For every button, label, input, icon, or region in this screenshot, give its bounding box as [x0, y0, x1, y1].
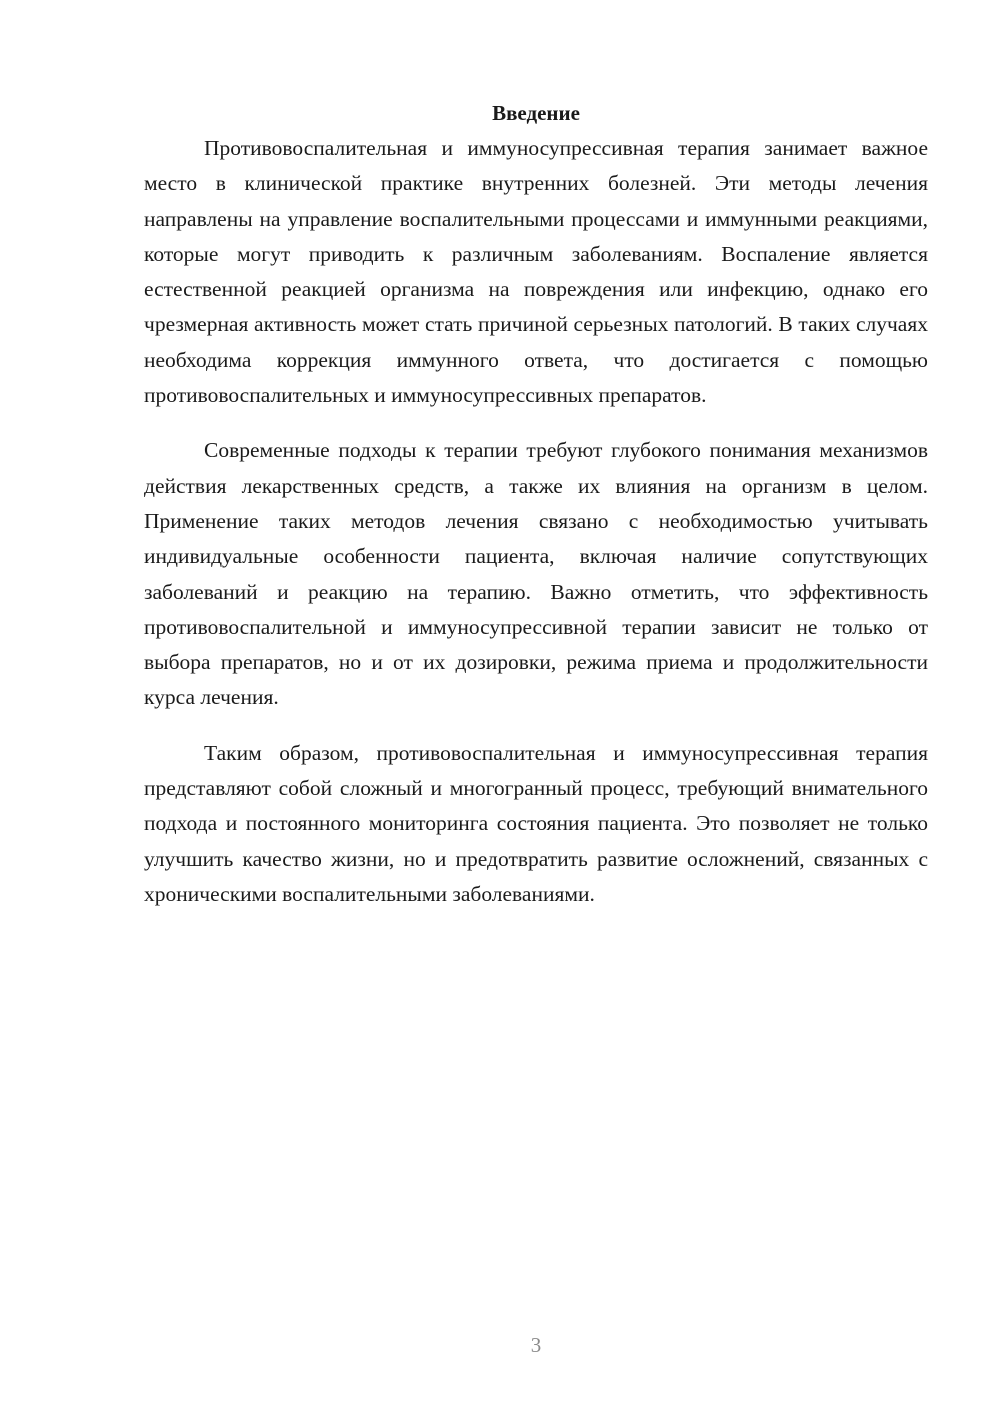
page-content	[144, 96, 928, 932]
paragraph-2: Современные подходы к терапии требуют глубокого понимания механизмов действия лекарственных средств, а также их влияния на организм в целом. Применение таких методов лечения связано с необходимостью учитывать индивидуальные особенности пациента, включая наличие сопутствующих заболеваний и реакцию на терапию. Важно отметить, что эффективность противовоспалительной и иммуносупрессивной терапии зависит не только от выбора препаратов, но и от их дозировки, режима приема и продолжительности курса лечения.	[144, 438, 928, 710]
section-heading: Введение	[492, 101, 580, 125]
paragraph-1: Противовоспалительная и иммуносупрессивная терапия занимает важное место в клинической практике внутренних болезней. Эти методы лечения направлены на управление воспалительными процессами и иммунными реакциями, которые могут приводить к различным заболеваниям. Воспаление является естественной реакцией организма на повреждения или инфекцию, однако его чрезмерная активность может стать причиной серьезных патологий. В таких случаях необходима коррекция иммунного ответа, что достигается с помощью противовоспалительных и иммуносупрессивных препаратов.	[144, 136, 928, 408]
page-number: 3	[530, 1333, 542, 1357]
paragraph-3: Таким образом, противовоспалительная и иммуносупрессивная терапия представляют собой сложный и многогранный процесс, требующий внимательного подхода и постоянного мониторинга состояния пациента. Это позволяет не только улучшить качество жизни, но и предотвратить развитие осложнений, связанных с хроническими воспалительными заболеваниями.	[144, 740, 928, 906]
